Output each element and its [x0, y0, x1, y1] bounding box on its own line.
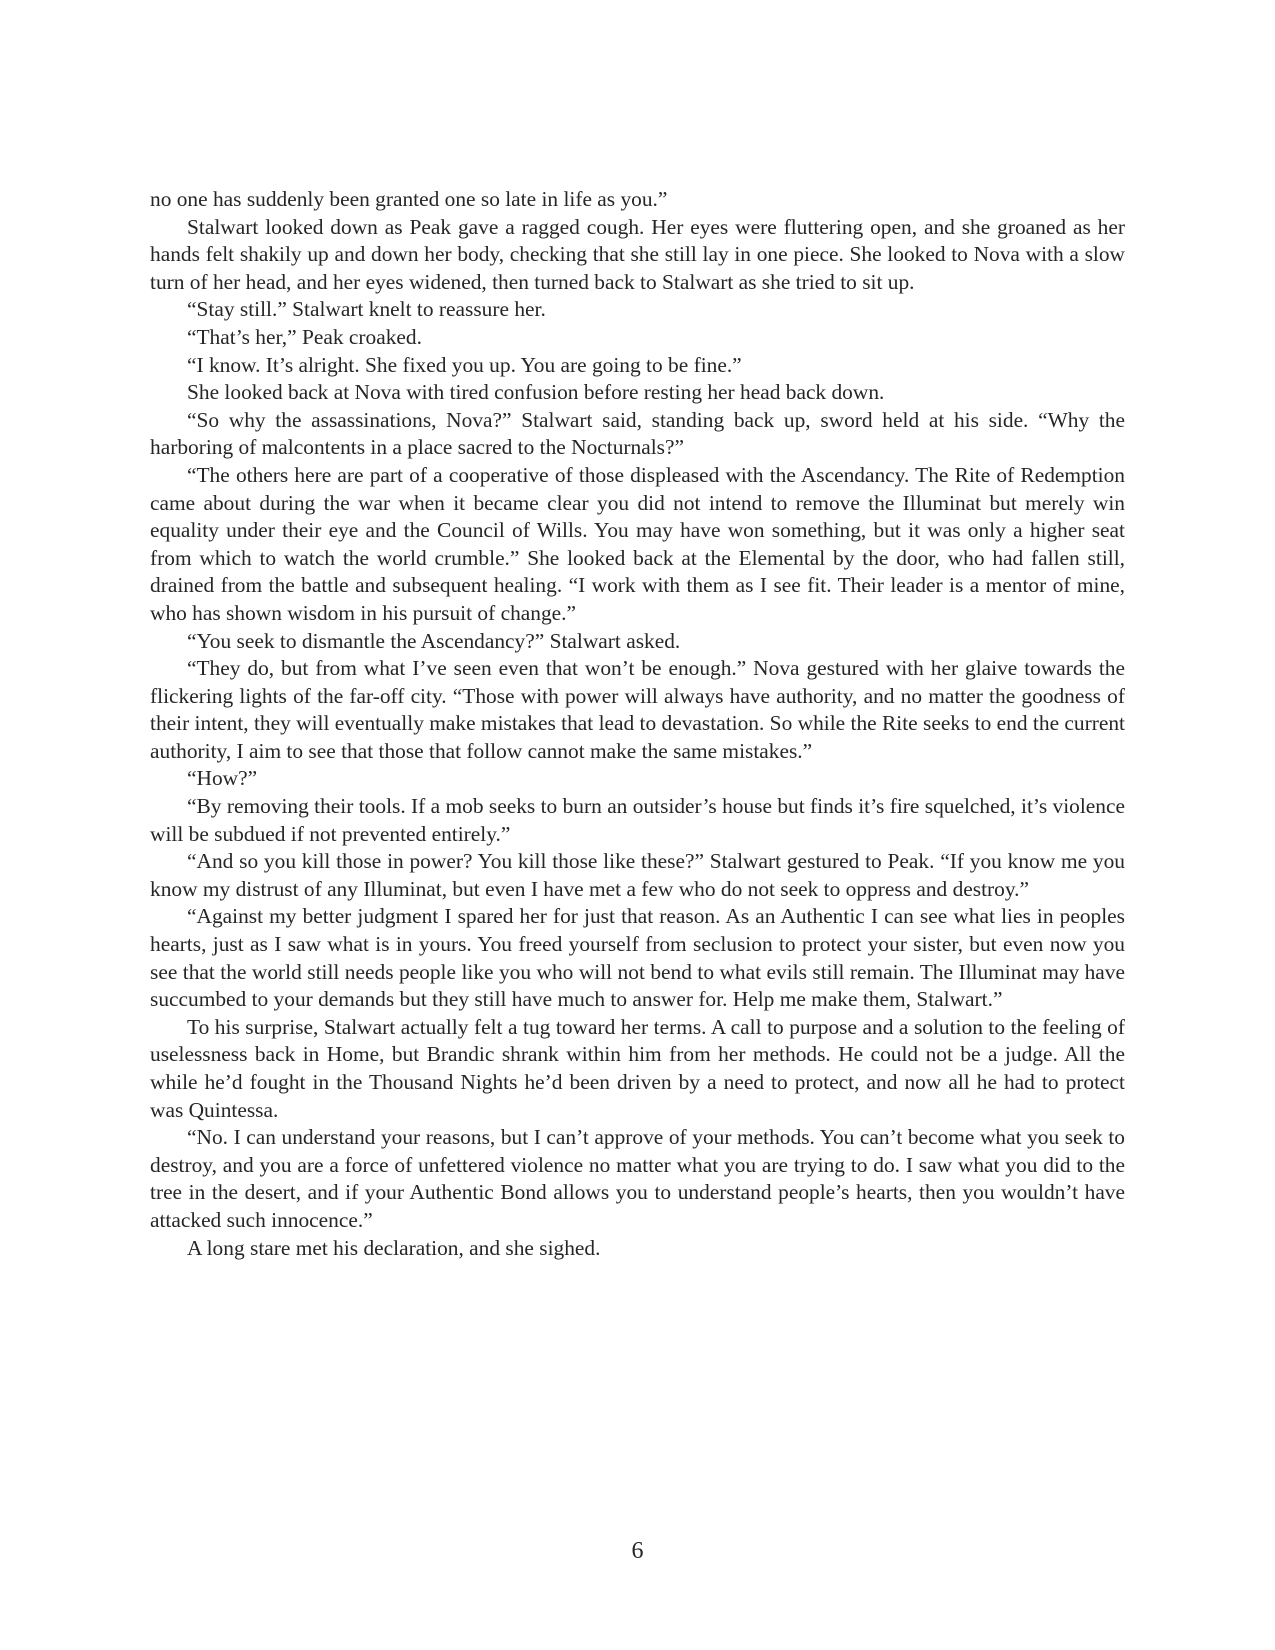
paragraph: “By removing their tools. If a mob seeks to burn an outsider’s house but finds it’s fire squelched, it’s violence will be subdued if not prevented entirely.” — [150, 794, 1125, 846]
paragraph: “That’s her,” Peak croaked. — [187, 324, 422, 349]
paragraph: A long stare met his declaration, and she sighed. — [187, 1235, 601, 1260]
paragraph: “No. I can understand your reasons, but I can’t approve of your methods. You can’t become what you seek to destroy, and you are a force of unfettered violence no matter what you are trying to do. I saw what you did to the tree in the desert, and if your Authentic Bond allows you to understand people’s hearts, then you wouldn’t have attacked such innocence.” — [150, 1125, 1125, 1232]
paragraph: She looked back at Nova with tired confusion before resting her head back down. — [187, 380, 885, 405]
paragraph: no one has suddenly been granted one so late in life as you.” — [150, 187, 668, 211]
paragraph: To his surprise, Stalwart actually felt a tug toward her terms. A call to purpose and a solution to the feeling of uselessness back in Home, but Brandic shrank within him from her methods. He could not be a judge. All the while he’d fought in the Thousand Nights he’d been driven by a need to protect, and now all he had to protect was Quintessa. — [150, 1014, 1125, 1122]
body-text — [150, 186, 1125, 1262]
paragraph: “So why the assassinations, Nova?” Stalwart said, standing back up, sword held at his side. “Why the harboring of malcontents in a place sacred to the Nocturnals?” — [150, 407, 1125, 460]
paragraph: Stalwart looked down as Peak gave a ragged cough. Her eyes were fluttering open, and she groaned as her hands felt shakily up and down her body, checking that she still lay in one piece. She looked to Nova with a slow turn of her head, and her eyes widened, then turned back to Stalwart as she tried to sit up. — [150, 214, 1125, 294]
paragraph: “Stay still.” Stalwart knelt to reassure her. — [187, 297, 546, 322]
paragraph: “They do, but from what I’ve seen even that won’t be enough.” Nova gestured with her glaive towards the flickering lights of the far-off city. “Those with power will always have authority, and no matter the goodness of their intent, they will eventually make mistakes that lead to devastation. So while the Rite seeks to end the current authority, I aim to see that those that follow cannot make the same mistakes.” — [150, 656, 1125, 763]
paragraph: “And so you kill those in power? You kill those like these?” Stalwart gestured to Peak. “If you know me you know my distrust of any Illuminat, but even I have met a few who do not seek to oppress and destroy.” — [150, 849, 1125, 901]
paragraph: “How?” — [187, 766, 258, 791]
paragraph: “You seek to dismantle the Ascendancy?” Stalwart asked. — [187, 628, 681, 653]
page-number: 6 — [631, 1538, 644, 1564]
paragraph: “I know. It’s alright. She fixed you up. You are going to be fine.” — [187, 352, 742, 377]
paragraph: “Against my better judgment I spared her for just that reason. As an Authentic I can see what lies in peoples hearts, just as I saw what is in yours. You freed yourself from seclusion to protect your sister, but even now you see that the world still needs people like you who will not bend to what evils still remain. The Illuminat may have succumbed to your demands but they still have much to answer for. Help me make them, Stalwart.” — [150, 904, 1125, 1012]
paragraph: “The others here are part of a cooperative of those displeased with the Ascendancy. The Rite of Redemption came about during the war when it became clear you did not intend to remove the Illuminat but merely win equality under their eye and the Council of Wills. You may have won something, but it was only a higher seat from which to watch the world crumble.” She looked back at the Elemental by the door, who had fallen still, drained from the battle and subsequent healing. “I work with them as I see fit. Their leader is a mentor of mine, who has shown wisdom in his pursuit of change.” — [150, 462, 1125, 625]
